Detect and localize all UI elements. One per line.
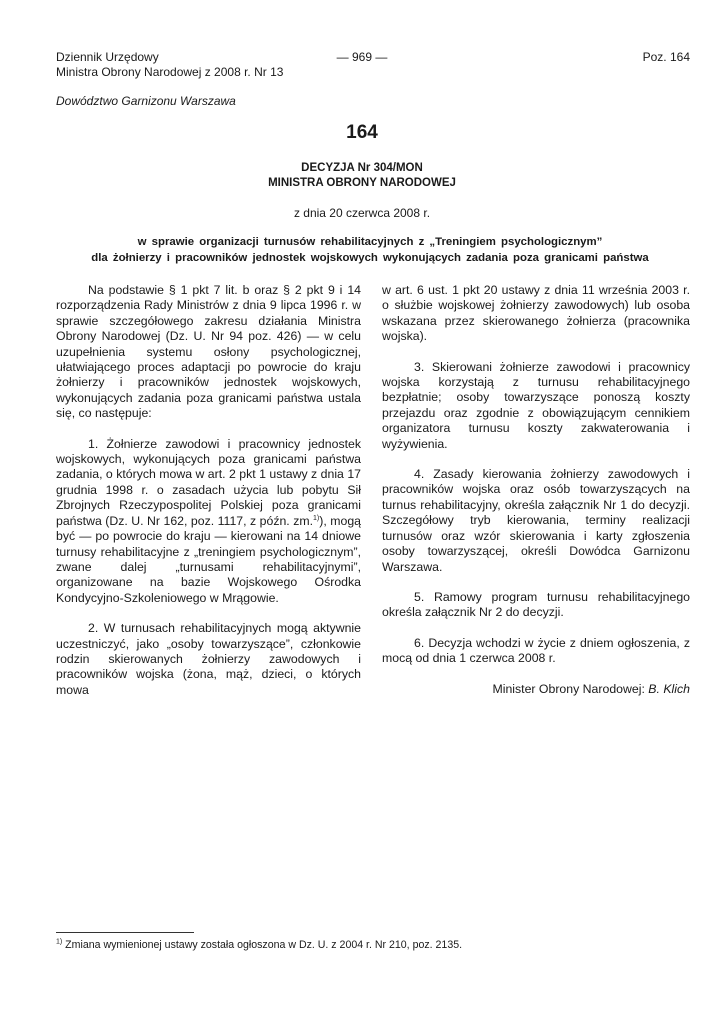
footnote (56, 938, 462, 952)
signature-name: B. Klich (648, 681, 690, 696)
footnote-marker: 1) (56, 938, 63, 946)
preamble: Na podstawie § 1 pkt 7 lit. b oraz § 2 pkt 9 i 14 rozporządzenia Rady Ministrów z dnia 9 lipca 1996 r. w sprawie szczegółowego zakresu działania Ministra Obrony Narodowej (Dz. U. Nr 94 poz. 426) — w celu uzupełnienia systemu osłony psychologicznej, ułatwiającego proces adaptacji po powrocie do kraju żołnierzy i pracowników jednostek wojskowych, wykonujących zadania poza granicami państwa ustala się, co następuje: (56, 283, 361, 421)
decision-subject (40, 234, 700, 266)
footnote-reference[interactable]: 1) (313, 514, 320, 522)
paragraph-4: 4. Zasady kierowania żołnierzy zawodowych i pracowników wojska oraz osób towarzyszących na turnus rehabilitacyjny, określa załącznik Nr 1 do decyzji. Szczegółowy tryb kierowania, terminy realizacji turnusów oraz wzór skierowania i karty zgłoszenia osoby towarzyszącej, określi Dowódca Garnizonu Warszawa. (382, 467, 690, 574)
journal-title: Dziennik Urzędowy (56, 50, 159, 64)
signature (382, 682, 690, 697)
paragraph-3: 3. Skierowani żołnierze zawodowi i pracownicy wojska korzystają z turnusu rehabilitacyjnego bezpłatnie; osoby towarzyszące ponoszą koszty przejazdu oraz zgodnie z obowiązującym cennikiem organizatora turnusu koszty zakwaterowania i wyżywienia. (382, 359, 690, 451)
signature-title: Minister Obrony Narodowej: (492, 681, 645, 696)
paragraph-5: 5. Ramowy program turnusu rehabilitacyjnego określa załącznik Nr 2 do decyzji. (382, 589, 690, 620)
issuer: Dowództwo Garnizonu Warszawa (56, 94, 236, 108)
right-column (382, 283, 690, 712)
decision-title (0, 161, 724, 191)
page-number: — 969 — (336, 50, 388, 64)
left-column (56, 283, 361, 713)
position-number: 164 (346, 122, 378, 143)
journal-issue: Ministra Obrony Narodowej z 2008 r. Nr 13 (56, 65, 284, 79)
paragraph-2: 2. W turnusach rehabilitacyjnych mogą aktywnie uczestniczyć, jako „osoby towarzyszące”, członkowie rodzin skierowanych żołnierzy zawodowych i pracowników wojska (żona, mąż, dzieci, o których mowa (56, 621, 361, 697)
paragraph-2-cont: w art. 6 ust. 1 pkt 20 ustawy z dnia 11 września 2003 r. o służbie wojskowej żołnierzy zawodowych) lub osoba wskazana przez skierowanego żołnierza (pracownika wojska). (382, 283, 690, 344)
subject-line-2: dla żołnierzy i pracowników jednostek wojskowych wykonujących zadania poza granicami państwa (91, 252, 649, 264)
footnote-divider (56, 932, 194, 933)
paragraph-6: 6. Decyzja wchodzi w życie z dniem ogłoszenia, z mocą od dnia 1 czerwca 2008 r. (382, 635, 690, 666)
paragraph-1 (56, 437, 361, 606)
footnote-text: Zmiana wymienionej ustawy została ogłoszona w Dz. U. z 2004 r. Nr 210, poz. 2135. (62, 939, 463, 951)
position-label: Poz. 164 (642, 50, 690, 64)
subject-line-1: w sprawie organizacji turnusów rehabilitacyjnych z „Treningiem psychologicznym” (137, 236, 603, 248)
decision-authority: MINISTRA OBRONY NARODOWEJ (268, 177, 456, 189)
decision-date: z dnia 20 czerwca 2008 r. (293, 206, 431, 220)
paragraph-1-text-cont: ), mogą być — po powrocie do kraju — kierowani na 14 dniowe turnusy rehabilitacyjne z „treningiem psychologicznym”, zwane dalej „turnusami rehabilitacyjnymi”, organizowane na bazie Wojskowego Ośrodka Kondycyjno-Szkoleniowego w Mrągowie. (56, 513, 361, 605)
decision-number: DECYZJA Nr 304/MON (301, 162, 423, 174)
paragraph-1-text: 1. Żołnierze zawodowi i pracownicy jednostek wojskowych, wykonujących poza granicami państwa zadania, o których mowa w art. 2 pkt 1 ustawy z dnia 17 grudnia 1998 r. o zasadach użycia lub pobytu Sił Zbrojnych Rzeczypospolitej Polskiej poza granicami państwa (Dz. U. Nr 162, poz. 1117, z późn. zm. (56, 436, 361, 528)
